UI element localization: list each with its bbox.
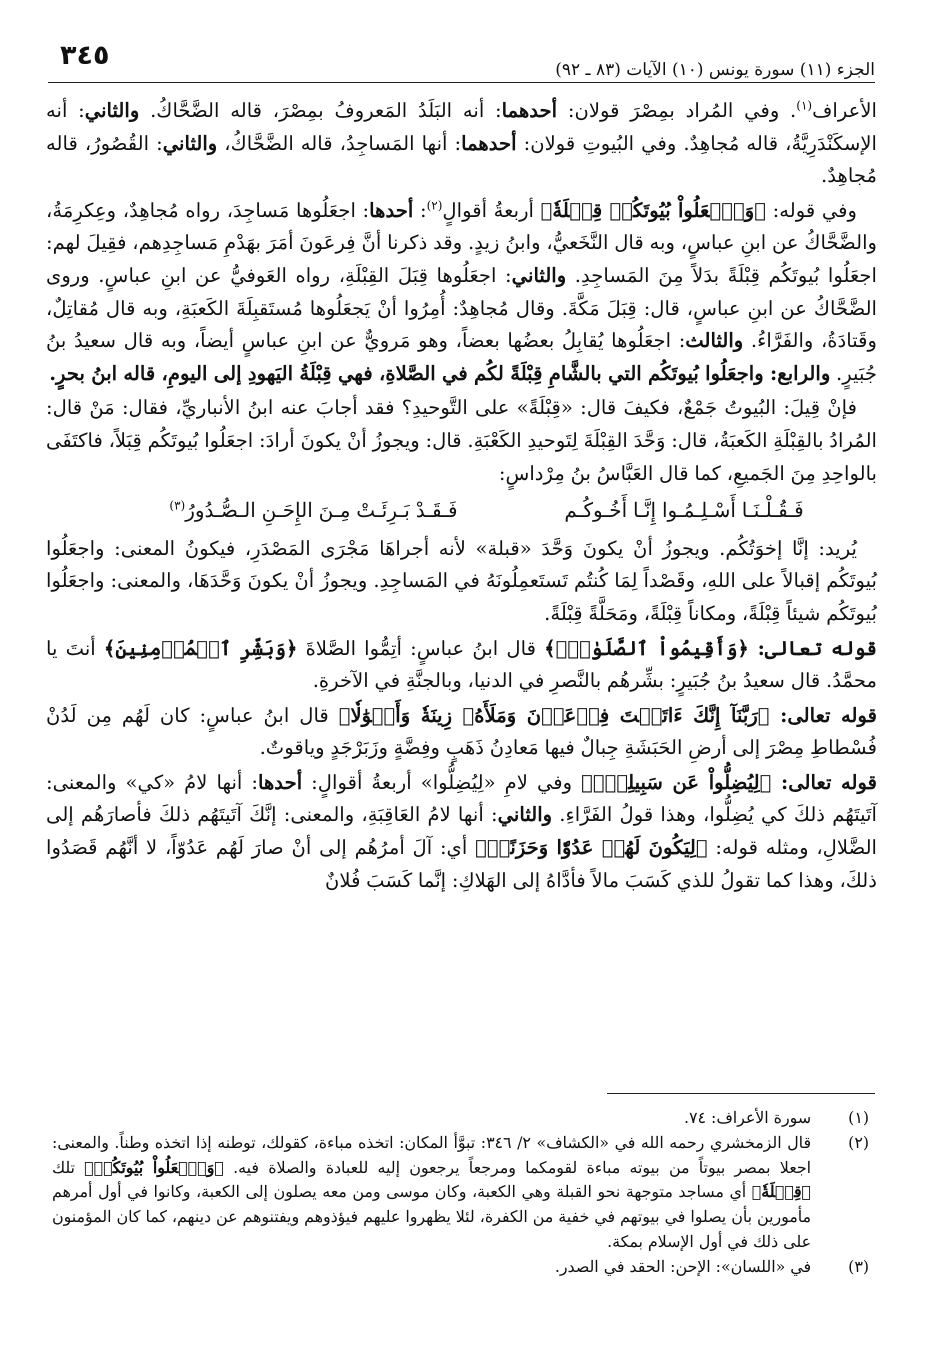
main-text [46, 95, 877, 899]
bold-term: أحدها [369, 198, 414, 222]
footnote-ref-2: (٢) [426, 198, 443, 213]
text-run: أربعةُ أقوالٍ [442, 198, 541, 222]
text-run: : اجعَلُوها قِبَلَ القِبْلَةِ، رواه العَوفيُّ عن ابنِ عباسٍ. وروى الضَّحَّاكُ عن ابنِ عباسٍ، قال: قِبَلَ مَكَّةَ. وقال مُجاهِدٌ: أُمِرُوا أنْ يَجعَلُوها مُستَقبِلَةَ الكَعبَةِ، وبه قال مُقاتِلٌ، وقَتادَةُ، والفَرَّاءُ. [46, 263, 877, 353]
text-run: قال ابنُ عباسٍ: كان لَهُم مِن لَدُنْ فُسْطاطِ مِصْرَ إلى أرضِ الحَبَشَةِ جِبالٌ فيها مَعادِنُ ذَهَبٍ وفِضَّةٍ وزَبَرْجَدٍ وياقوتٌ. [46, 703, 877, 760]
footnote-text [52, 1131, 811, 1255]
bold-term: قوله تعالى: [748, 636, 878, 660]
verse-second-hemistich [169, 494, 457, 527]
bold-term: قوله تعالى: [771, 770, 877, 794]
footnote-ref-3: (٣) [169, 498, 186, 513]
bold-term: والرابع [777, 361, 831, 385]
footnote-number: (٢) [848, 1132, 869, 1152]
paragraph-2 [46, 195, 877, 391]
quran-verse: ﴿وَٱجۡعَلُواْ بُيُوتَكُمۡ قِبۡلَةٗ﴾ [540, 198, 766, 222]
text-run: : أنه البَلَدُ المَعروفُ بمِصْرَ، قاله الضَّحَّاكُ. [139, 99, 502, 122]
bold-term: والثاني [497, 803, 553, 827]
paragraph-1 [46, 95, 877, 193]
text-run: : أنها لامُ «كي» والمعنى: آتَيتَهُم ذلكَ كي يُضِلُّوا، وهذا قولُ الفَرَّاءِ. [46, 770, 877, 827]
footnote-1 [52, 1106, 877, 1131]
quran-verse: ﴿وَٱجۡعَلُواْ بُيُوتَكُمۡ﴾ [84, 1157, 224, 1177]
text-run: : [413, 198, 427, 222]
running-title: الجزء (١١) سورة يونس (١٠) الآيات (٨٣ ـ ٩٢) [555, 60, 875, 80]
footnote-ref-1: (١) [796, 98, 813, 113]
paragraph-3: فإنْ قِيلَ: البُيوتُ جَمْعٌ، فكيفَ قال: «قِبْلَةً» على التَّوحيدِ؟ فقد أجابَ عنه ابنُ الأنباريِّ، فقال: مَنْ قال: المُرادُ بالقِبْلَةِ الكَعبَةُ، قال: وَحَّدَ القِبْلَةَ لِتَوحيدِ الكَعْبَةِ. قال: ويجوزُ أنْ يكونَ أرادَ: اجعَلُوا بُيوتَكُم قِبَلاً، فاكتَفَى بالواحِدِ مِنَ الجَميعِ، كما قال العَبَّاسُ بنُ مِرْداسٍ: [46, 396, 877, 485]
quran-verse: ﴿وَبَشِّرِ ٱلۡمُؤۡمِنِينَ﴾ [103, 636, 298, 660]
bold-term: والثاني [162, 131, 218, 155]
quran-verse: ﴿لِيَكُونَ لَهُمۡ عَدُوّٗا وَحَزَنًاۗ﴾ [475, 836, 708, 860]
paragraph-5 [46, 633, 877, 698]
quran-verse: ﴿لِيُضِلُّواْ عَن سَبِيلِكَۖ﴾ [581, 770, 772, 794]
bold-term: أحدهما [501, 99, 558, 122]
text-run: أنتَ يا محمَّدُ. قال سعيدُ بنُ جُبَيرٍ: بشِّرهُم بالنَّصرِ في الدنيا، وبالجنَّةِ في الآخرةِ. [46, 636, 877, 693]
text-run: قال الزمخشري رحمه الله في «الكشاف» ٢/ ٣٤٦: تبوَّأ المكان: اتخذه مباءة، كقولك، توطنه إذا اتخذه وطناً. والمعنى: اجعلا بمصر بيوتاً من بيوته مباءة لقومكما ومرجعاً يرجعون إليه للعبادة والصلاة فيه. [52, 1132, 812, 1177]
bold-term: أحدها [258, 770, 303, 794]
poetry-verse [46, 494, 877, 527]
footnote-text: في «اللسان»: الإحن: الحقد في الصدر. [554, 1256, 811, 1276]
footnotes [52, 1106, 877, 1280]
bold-term: والثاني [84, 99, 140, 122]
text-run: : اجعَلُوها مَساجِدَ، رواه مُجاهِدٌ، وعِكرِمَةُ، والضَّحَّاكُ عن ابنِ عباسٍ، وبه قال النَّخَعيُّ، وابنُ زيدٍ. وقد ذكرنا أنَّ فِرعَونَ أمَرَ بهَدْمِ مَساجِدِهم، فقِيلَ لهم: اجعَلُوا بُيوتَكُم قِبْلَةً بدَلاً مِنَ المَساجِدِ. [46, 198, 877, 287]
paragraph-7 [46, 767, 877, 897]
bold-term: والثاني [511, 263, 567, 287]
bold-text-run: : واجعَلُوا بُيوتَكُم التي بالشَّامِ قِبْلَةً لكُم في الصَّلاةِ، فهي قِبْلَةُ اليَهودِ إلى اليومِ، قاله ابنُ بحرٍ. [49, 361, 778, 385]
text-run: أي مساجد متوجهة نحو القبلة وهي الكعبة، وكان موسى ومن معه يصلون إلى الكعبة، وكانوا في أول أمرهم مأمورين بأن يصلوا في بيوتهم في خفية من الكفرة، لئلا يظهروا عليهم فيؤذوهم ويفتنوهم عن دينهم، كما كان المؤمنون على ذلك في أول الإسلام بمكة. [51, 1182, 811, 1251]
bold-term: والثالث [685, 329, 744, 353]
text-run: : أنها لامُ العَاقِبَةِ، والمعنى: إنَّكَ آتَيتَهُم ذلكَ فأصارَهُم إلى الضَّلالِ، ومثله قوله: [46, 803, 877, 860]
text-run: : أنه الإسكَنْدَرِيَّةُ، قاله مُجاهِدٌ. وفي البُيوتِ قولان: [46, 99, 877, 155]
text-run: الأعراف [812, 99, 877, 122]
footnote-text: سورة الأعراف: ٧٤. [684, 1108, 811, 1127]
bold-term: قوله تعالى: [769, 703, 877, 727]
text-run: : أنها المَساجِدُ، قاله الضَّحَّاكُ، [217, 131, 462, 155]
text-run: . وفي المُراد بمِصْرَ قولان: [557, 99, 797, 122]
verse-first-hemistich: فَـقُـلْـنَـا أَسْـلِـمُـوا إِنَّـا أَخُـوكُـم [564, 498, 804, 523]
text-run: تلك [52, 1157, 85, 1177]
text-run: : اجعَلُوها يُقابِلُ بعضُها بعضاً، وهو مَرويٌّ عن ابنِ عباسٍ أيضاً، وبه قال سعيدُ بنُ جُبَيرٍ. [46, 329, 877, 385]
paragraph-6 [46, 700, 877, 765]
footnote-3 [52, 1255, 877, 1280]
footnote-2 [52, 1131, 877, 1255]
paragraph-4: يُريد: إنَّا إخوَتُكُم. ويجوزُ أنْ يكونَ وَحَّدَ «قبلة» لأنه أجراهَا مَجْرَى المَصْدَرِ، فيكونُ المعنى: واجعَلُوا بُيوتَكُم إقبالاً على اللهِ، وقَصْداً لِمَا كُنتُم تَستَعمِلُونَهُ في المَساجِدِ. ويجوزُ أنْ يكونَ وَحَّدَهَا، والمعنى: واجعَلُوا بُيوتَكُم شيئاً قِبْلَةً، ومكاناً قِبْلَةً، ومَحَلَّةً قِبْلَةً. [46, 536, 877, 625]
quran-verse: ﴿قِبۡلَةٗ﴾ [751, 1182, 811, 1202]
text-run: قال ابنُ عباسٍ: أتِمُّوا الصَّلاةَ [297, 636, 545, 660]
page-number: ٣٤٥ [60, 40, 110, 71]
quran-verse: ﴿رَبَّنَآ إِنَّكَ ءَاتَيۡتَ فِرۡعَوۡنَ وَمَلَأَهُۥ زِينَةٗ وَأَمۡوَٰلٗا﴾ [338, 703, 770, 727]
footnote-number: (٣) [848, 1256, 869, 1276]
verse-text: فَـقَـدْ بَـرِئَـتْ مِـنَ الإِحَـنِ الـصُّـدُورُ [185, 498, 458, 523]
footnote-separator [607, 1093, 875, 1094]
bold-term: أحدهما [461, 131, 517, 155]
text-run: وفي لامِ «لِيُضِلُّوا» أربعةُ أقوالٍ: [302, 770, 582, 794]
text-run: أي: آلَ أمرُهُم إلى أنْ صارَ لَهُم عَدُوّاً، لا أنَّهُم قَصَدُوا ذلكَ، وهذا كما تقولُ للذي كَسَبَ مالاً فأدَّاهُ إلى الهَلاكِ: إنَّما كَسَبَ فُلانٌ [46, 836, 877, 892]
text-run: : القُصُورُ، قاله مُجاهِدٌ. [46, 131, 877, 188]
text-run: وفي قوله: [765, 198, 857, 222]
page-header [48, 38, 875, 83]
footnote-number: (١) [848, 1108, 869, 1127]
quran-verse: ﴿وَأَقِيمُواْ ٱلصَّلَوٰةَۗ﴾ [544, 636, 749, 660]
